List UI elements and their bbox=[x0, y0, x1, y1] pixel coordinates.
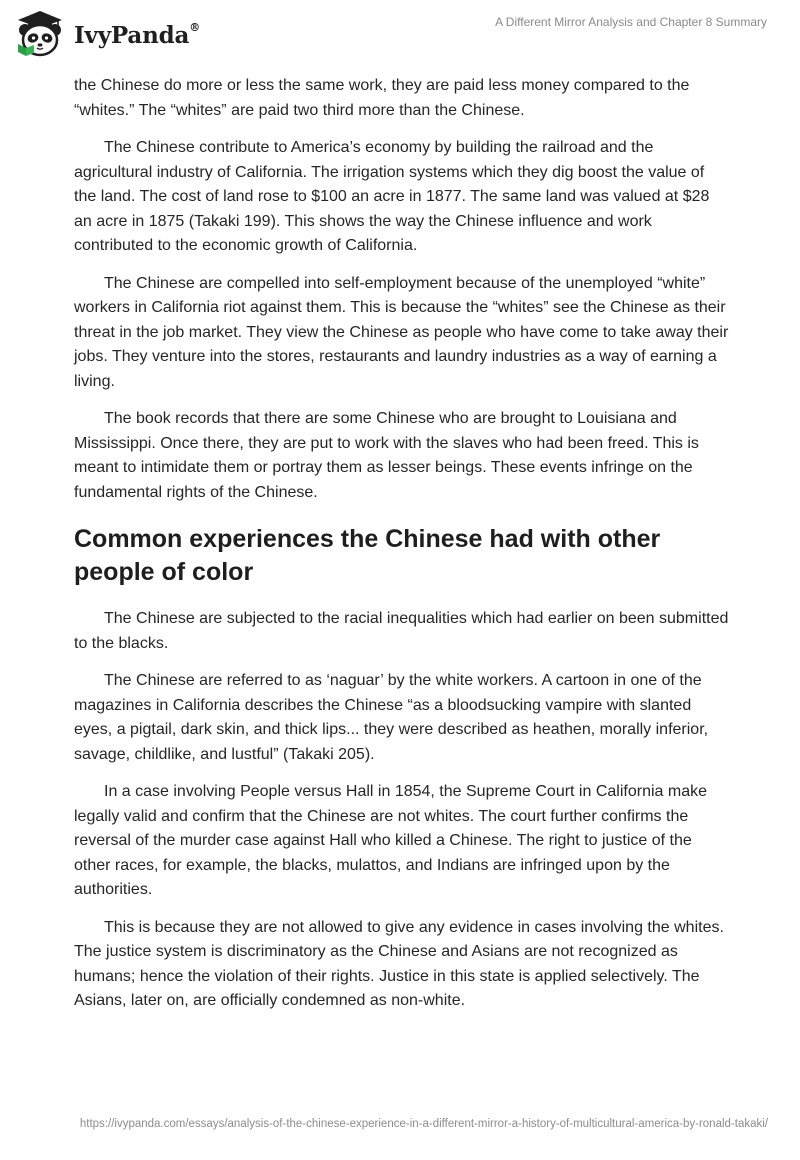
paragraph: the Chinese do more or less the same work, they are paid less money compared to the “whites.” The “whites” are paid two third more than the Chinese. bbox=[74, 77, 690, 119]
panda-graduate-logo-icon bbox=[14, 8, 66, 60]
section-heading: Common experiences the Chinese had with other people of color bbox=[74, 525, 661, 586]
page-header bbox=[0, 0, 800, 70]
paragraph: The Chinese are subjected to the racial inequalities which had earlier on been submitted to the blacks. bbox=[74, 610, 729, 652]
essay-body bbox=[74, 74, 730, 1027]
paragraph: The Chinese are referred to as ‘naguar’ by the white workers. A cartoon in one of the magazines in California describes the Chinese “as a bloodsucking vampire with slanted eyes, a pigtail, dark skin, and thick lips... they were described as heathen, morally inferior, savage, childlike, and lustful” (Takaki 205). bbox=[74, 672, 709, 763]
paragraph: The Chinese are compelled into self-employment because of the unemployed “white” workers in California riot against them. This is because the “whites” see the Chinese as their threat in the job market. They view the Chinese as people who have come to take away their jobs. They venture into the stores, restaurants and laundry industries as a way of earning a living. bbox=[74, 274, 729, 390]
paragraph: The book records that there are some Chinese who are brought to Louisiana and Mississippi. Once there, they are put to work with the slaves who had been freed. This is meant to intimidate them or portray them as lesser beings. These events infringe on the fundamental rights of the Chinese. bbox=[74, 410, 699, 501]
document-title: A Different Mirror Analysis and Chapter 8 Summary bbox=[495, 15, 767, 29]
brand-logo[interactable] bbox=[14, 8, 200, 60]
brand-name: IvyPanda® bbox=[74, 20, 200, 49]
source-url[interactable]: https://ivypanda.com/essays/analysis-of-the-chinese-experience-in-a-different-mirror-a-history-of-multicultural-america-by-ronald-takaki/ bbox=[79, 1118, 768, 1130]
paragraph: The Chinese contribute to America’s economy by building the railroad and the agricultural industry of California. The irrigation systems which they dig boost the value of the land. The cost of land rose to $100 an acre in 1877. The same land was valued at $28 an acre in 1875 (Takaki 199). This shows the way the Chinese influence and work contributed to the economic growth of California. bbox=[74, 139, 710, 254]
paragraph: This is because they are not allowed to give any evidence in cases involving the whites. The justice system is discriminatory as the Chinese and Asians are not recognized as humans; hence the violation of their rights. Justice in this state is applied selectively. The Asians, later on, are officially condemned as non-white. bbox=[74, 918, 724, 1009]
paragraph: In a case involving People versus Hall in 1854, the Supreme Court in California make legally valid and confirm that the Chinese are not whites. The court further confirms the reversal of the murder case against Hall who killed a Chinese. The right to justice of the other races, for example, the blacks, mulattos, and Indians are infringed upon by the authorities. bbox=[74, 783, 707, 898]
